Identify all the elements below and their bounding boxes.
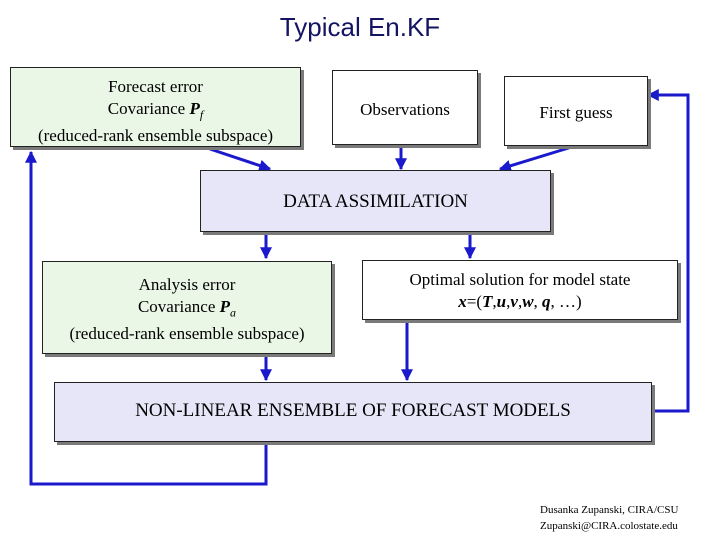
forecast-subspace-line: (reduced-rank ensemble subspace) [37, 126, 274, 146]
data-assimilation-label: DATA ASSIMILATION [283, 191, 468, 212]
arrow-models-to-guess [648, 95, 688, 411]
analysis-error-line1: Analysis error [138, 275, 236, 294]
optimal-solution-line1: Optimal solution for model state [409, 270, 631, 289]
forecast-error-box [10, 67, 301, 147]
first-guess-label: First guess [539, 103, 613, 122]
arrow-guess-to-da [500, 146, 575, 169]
author-credit [540, 502, 678, 534]
model-state-vector: x=(T,u,v,w, q, …) [458, 292, 582, 311]
analysis-covariance-line: Covariance $P_a$ [137, 297, 237, 320]
ensemble-models-box [54, 382, 652, 442]
page-title: Typical En.KF [279, 12, 441, 42]
forecast-covariance-line: Covariance $P_f$ [107, 99, 204, 122]
data-assimilation-box [200, 170, 551, 232]
ensemble-models-label: NON-LINEAR ENSEMBLE OF FORECAST MODELS [135, 400, 571, 421]
observations-label: Observations [360, 100, 450, 119]
analysis-subspace-line: (reduced-rank ensemble subspace) [69, 324, 305, 344]
forecast-error-line1: Forecast error [108, 77, 203, 96]
author-name: Dusanka Zupanski, CIRA/CSU [540, 504, 679, 516]
first-guess-box [504, 76, 648, 146]
author-email: Zupanski@CIRA.colostate.edu [540, 520, 678, 532]
analysis-error-box [42, 261, 332, 354]
optimal-solution-box [362, 260, 678, 320]
arrow-forecast-to-da [210, 149, 270, 169]
observations-box [332, 70, 478, 145]
